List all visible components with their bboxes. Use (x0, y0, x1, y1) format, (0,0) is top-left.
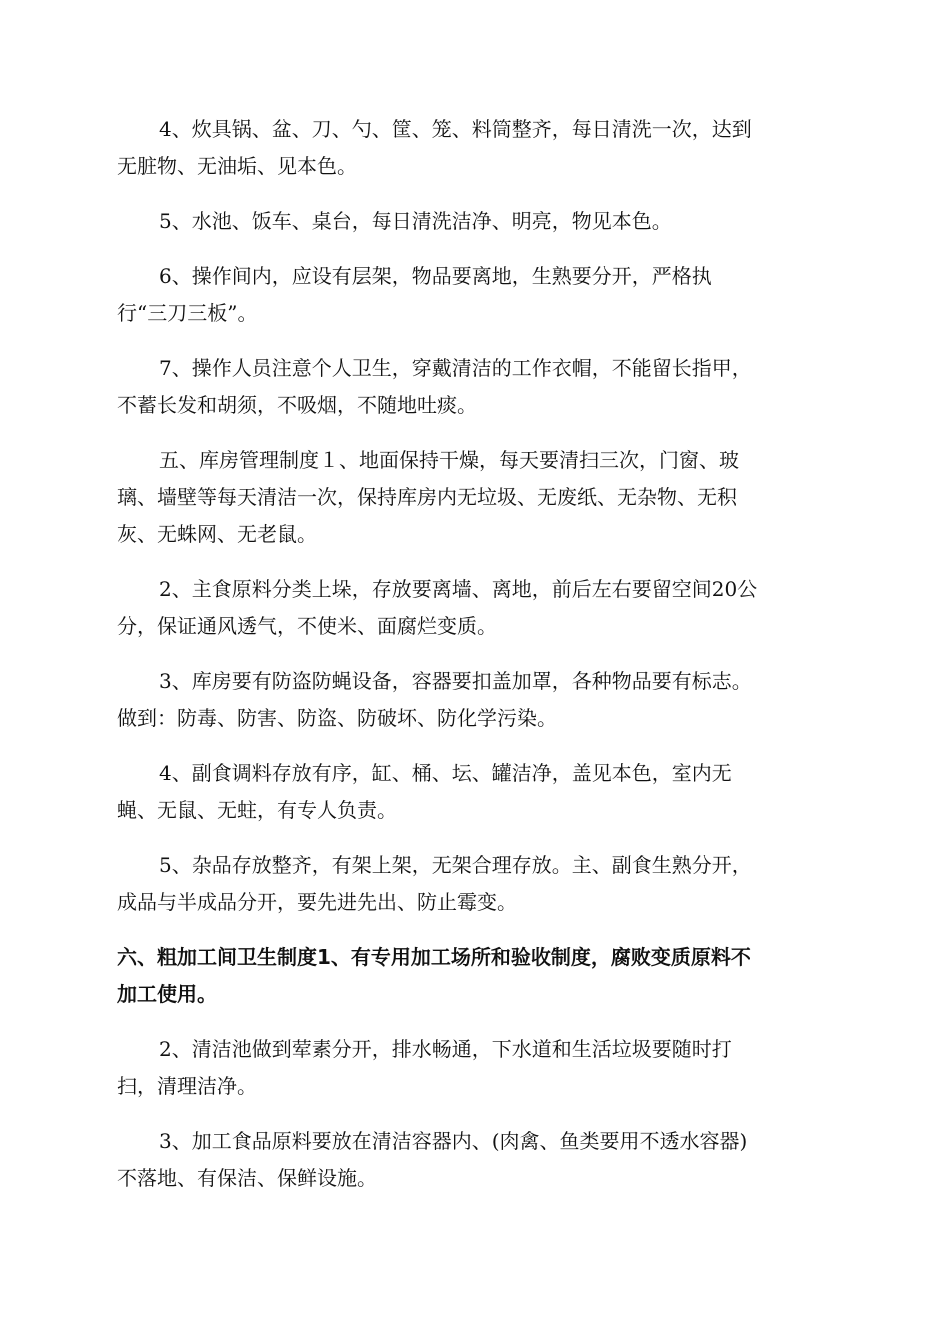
text-line: 六、粗加工间卫生制度1、有专用加工场所和验收制度，腐败变质原料不 (117, 945, 751, 969)
text-line: 扫，清理洁净。 (117, 1074, 257, 1098)
text-line: 灰、无蛛网、无老鼠。 (117, 522, 317, 546)
text-line: 五、库房管理制度１、地面保持干燥，每天要清扫三次，门窗、玻 (159, 448, 739, 472)
paragraph-sundries (117, 847, 832, 921)
text-line: 6、操作间内，应设有层架，物品要离地，生熟要分开，严格执 (159, 264, 712, 288)
text-line: 做到：防毒、防害、防盗、防破坏、防化学污染。 (117, 706, 557, 730)
paragraph-security (117, 663, 832, 737)
text-line: 3、库房要有防盗防蝇设备，容器要扣盖加罩，各种物品要有标志。 (159, 669, 752, 693)
text-line: 5、水池、饭车、桌台，每日清洗洁净、明亮，物见本色。 (159, 209, 672, 233)
text-line: 3、加工食品原料要放在清洁容器内、(肉禽、鱼类要用不透水容器) (159, 1129, 748, 1153)
text-line: 行“三刀三板”。 (117, 301, 258, 325)
text-line: 成品与半成品分开，要先进先出、防止霉变。 (117, 890, 517, 914)
text-line: 蝇、无鼠、无蛀，有专人负责。 (117, 798, 397, 822)
text-line: 璃、墙壁等每天清洁一次，保持库房内无垃圾、无废纸、无杂物、无积 (117, 485, 737, 509)
paragraph-cookware (117, 111, 832, 185)
text-line: 4、炊具锅、盆、刀、勺、筐、笼、料筒整齐，每日清洗一次，达到 (159, 117, 752, 141)
text-line: 7、操作人员注意个人卫生，穿戴清洁的工作衣帽，不能留长指甲， (159, 356, 752, 380)
paragraph-condiments (117, 755, 832, 829)
paragraph-cleaning-pool (117, 1031, 832, 1105)
text-line: 无脏物、无油垢、见本色。 (117, 154, 357, 178)
paragraph-sinks (117, 203, 832, 240)
text-line: 不蓄长发和胡须，不吸烟，不随地吐痰。 (117, 393, 477, 417)
paragraph-shelves (117, 258, 832, 332)
text-line: 5、杂品存放整齐，有架上架，无架合理存放。主、副食生熟分开， (159, 853, 752, 877)
paragraph-raw-materials (117, 1123, 832, 1197)
text-line: 不落地、有保洁、保鲜设施。 (117, 1166, 377, 1190)
text-line: 加工使用。 (117, 982, 217, 1006)
text-line: 4、副食调料存放有序，缸、桶、坛、罐洁净，盖见本色，室内无 (159, 761, 732, 785)
document-body (117, 111, 832, 1215)
text-line: 分，保证通风透气，不使米、面腐烂变质。 (117, 614, 497, 638)
text-line: 2、主食原料分类上垛，存放要离墙、离地，前后左右要留空间20公 (159, 577, 758, 601)
paragraph-personal-hygiene (117, 350, 832, 424)
paragraph-staple-storage (117, 571, 832, 645)
section-heading-rough-processing (117, 939, 832, 1013)
text-line: 2、清洁池做到荤素分开，排水畅通，下水道和生活垃圾要随时打 (159, 1037, 732, 1061)
paragraph-warehouse-rules (117, 442, 832, 553)
